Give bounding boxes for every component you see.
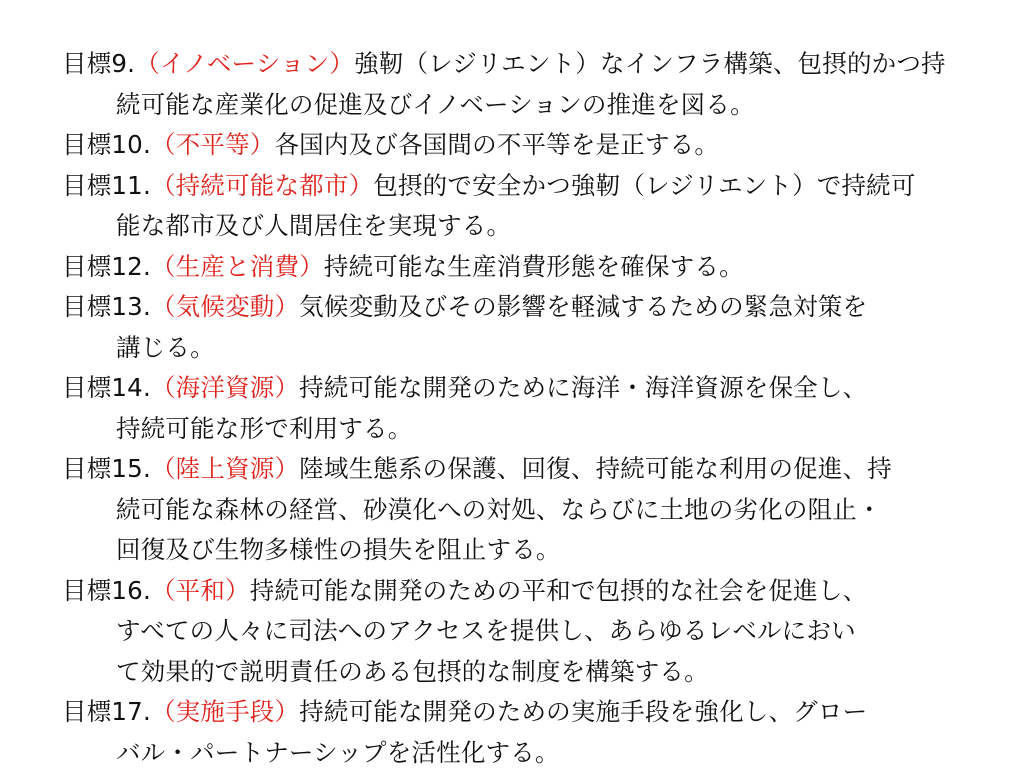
goal-number: 目標9. xyxy=(62,49,135,78)
goal-item-continuation xyxy=(62,490,962,531)
goal-item xyxy=(62,692,962,733)
goal-tag: （生産と消費） xyxy=(151,252,324,281)
goal-item-continuation xyxy=(62,328,962,369)
goal-item xyxy=(62,247,962,288)
goal-text: 講じる。 xyxy=(116,333,215,362)
goal-number: 目標12. xyxy=(62,252,151,281)
goal-item-continuation xyxy=(62,733,962,773)
goal-tag: （陸上資源） xyxy=(151,454,299,483)
goal-number: 目標13. xyxy=(62,292,151,321)
goal-text: 持続可能な開発のための平和で包摂的な社会を促進し、 xyxy=(250,576,868,605)
goal-item xyxy=(62,287,962,328)
goal-number: 目標15. xyxy=(62,454,151,483)
goal-text: 能な都市及び人間居住を実現する。 xyxy=(116,211,511,240)
goal-text: 持続可能な生産消費形態を確保する。 xyxy=(324,252,744,281)
sdg-goals-list xyxy=(62,44,962,773)
goal-tag: （不平等） xyxy=(151,130,275,159)
goal-tag: （平和） xyxy=(151,576,250,605)
goal-text: 気候変動及びその影響を軽減するための緊急対策を xyxy=(299,292,867,321)
goal-item-continuation xyxy=(62,85,962,126)
goal-item-continuation xyxy=(62,530,962,571)
goal-tag: （実施手段） xyxy=(151,697,299,726)
goal-number: 目標14. xyxy=(62,373,151,402)
goal-item xyxy=(62,125,962,166)
goal-item-continuation xyxy=(62,652,962,693)
goal-number: 目標17. xyxy=(62,697,151,726)
goal-number: 目標10. xyxy=(62,130,151,159)
goal-item xyxy=(62,44,962,85)
goal-text: すべての人々に司法へのアクセスを提供し、あらゆるレベルにおい xyxy=(116,616,856,645)
goal-item-continuation xyxy=(62,611,962,652)
goal-text: て効果的で説明責任のある包摂的な制度を構築する。 xyxy=(116,657,709,686)
goal-number: 目標11. xyxy=(62,171,151,200)
goal-tag: （海洋資源） xyxy=(151,373,299,402)
goal-text: 強靭（レジリエント）なインフラ構築、包摂的かつ持 xyxy=(354,49,946,78)
goal-item xyxy=(62,571,962,612)
goal-text: 包摂的で安全かつ強靭（レジリエント）で持続可 xyxy=(373,171,915,200)
goal-item xyxy=(62,368,962,409)
goal-text: 続可能な産業化の促進及びイノベーションの推進を図る。 xyxy=(116,90,755,119)
goal-item-continuation xyxy=(62,409,962,450)
goal-item-continuation xyxy=(62,206,962,247)
goal-text: 持続可能な開発のための実施手段を強化し、グロー xyxy=(299,697,867,726)
goal-text: 回復及び生物多様性の損失を阻止する。 xyxy=(116,535,561,564)
goal-text: 各国内及び各国間の不平等を是正する。 xyxy=(274,130,719,159)
goal-text: 陸域生態系の保護、回復、持続可能な利用の促進、持 xyxy=(299,454,892,483)
goal-text: 持続可能な形で利用する。 xyxy=(116,414,412,443)
goal-tag: （イノベーション） xyxy=(135,49,354,78)
goal-text: バル・パートナーシップを活性化する。 xyxy=(116,738,560,767)
goal-text: 持続可能な開発のために海洋・海洋資源を保全し、 xyxy=(299,373,867,402)
goal-number: 目標16. xyxy=(62,576,151,605)
goal-tag: （気候変動） xyxy=(151,292,299,321)
goal-text: 続可能な森林の経営、砂漠化への対処、ならびに土地の劣化の阻止・ xyxy=(116,495,882,524)
goal-item xyxy=(62,449,962,490)
goal-tag: （持続可能な都市） xyxy=(151,171,373,200)
goal-item xyxy=(62,166,962,207)
